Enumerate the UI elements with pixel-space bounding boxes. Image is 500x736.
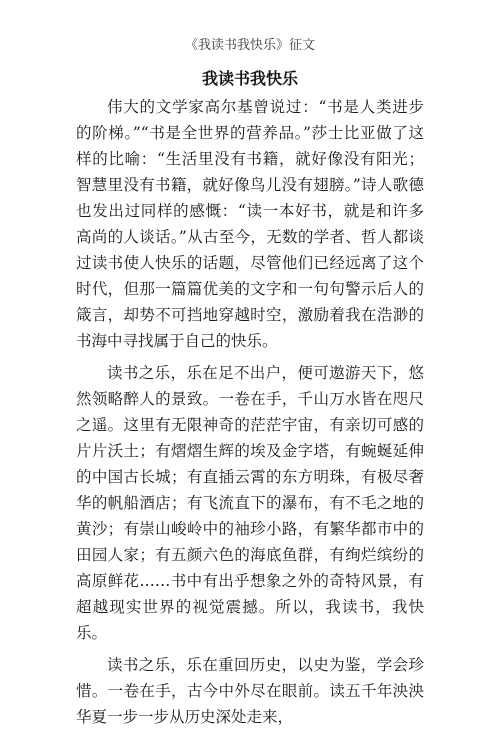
article-body <box>76 94 424 736</box>
document-header-title: 《我读书我快乐》征文 <box>184 38 315 53</box>
article-title: 我读书我快乐 <box>201 69 298 88</box>
paragraph: 伟大的文学家高尔基曾说过：“书是人类进步的阶梯。”“书是全世界的营养品。”莎士比亚做了这样的比喻：“生活里没有书籍，就好像没有阳光；智慧里没有书籍，就好像鸟儿没有翅膀。”诗人歌德也发出过同样的感慨：“读一本好书，就是和许多高尚的人谈话。”从古至今，无数的学者、哲人都谈过读书使人快乐的话题，尽管他们已经远离了这个时代，但那一篇篇优美的文字和一句句警示后人的箴言，却势不可挡地穿越时空，激励着我在浩渺的书海中寻找属于自己的快乐。 <box>76 98 424 350</box>
paragraph: 读书之乐，乐在重回历史，以史为鉴，学会珍惜。一卷在手，古今中外尽在眼前。读五千年泱泱华夏一步一步从历史深处走来， <box>76 656 424 726</box>
paragraph: 读书之乐，乐在足不出户，便可遨游天下，悠然领略醉人的景致。一卷在手，千山万水皆在咫尺之遥。这里有无限神奇的茫茫宇宙，有亲切可感的片片沃土；有熠熠生辉的埃及金字塔，有蜿蜒延伸的中国古长城；有直插云霄的东方明珠，有极尽奢华的帆船酒店；有飞流直下的瀑布，有不毛之地的黄沙；有崇山峻岭中的袖珍小路，有繁华都市中的田园人家；有五颜六色的海底鱼群，有绚烂缤纷的高原鲜花……书中有出乎想象之外的奇特风景，有超越现实世界的视觉震撼。所以，我读书，我快乐。 <box>76 364 424 642</box>
